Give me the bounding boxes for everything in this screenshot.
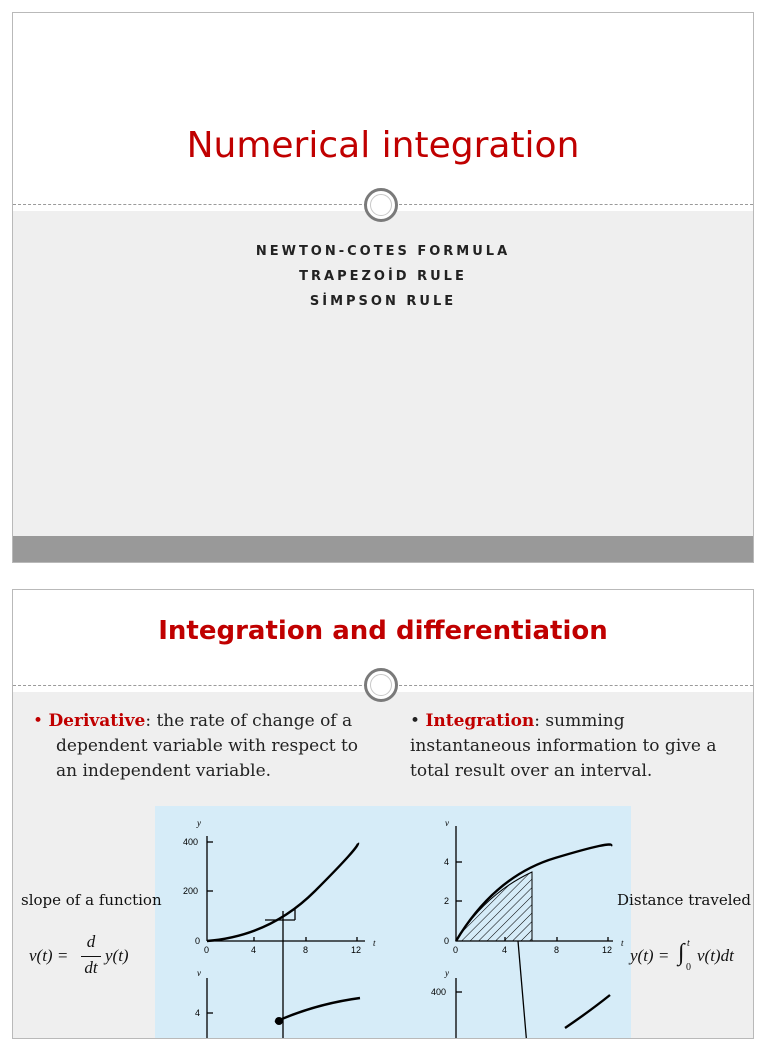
xtick-12: 12 xyxy=(602,945,613,955)
eq-lhs: v(t) = xyxy=(29,946,69,965)
slope-label: slope of a function xyxy=(21,891,162,909)
content-slide xyxy=(12,589,754,1039)
subtitle-simpson: SİMPSON RULE xyxy=(309,294,457,309)
derivative-equation xyxy=(29,932,159,982)
tick-200: 200 xyxy=(183,886,199,896)
axis-label-t: t xyxy=(621,938,624,948)
eq-numerator: d xyxy=(86,932,96,951)
content-band xyxy=(13,211,753,541)
integration-text: : summing xyxy=(534,711,625,731)
axis-label-y: y xyxy=(445,968,449,978)
axis-label-y: y xyxy=(197,818,201,828)
derivative-text: : the rate of change of a xyxy=(145,711,353,731)
axis-label-v: v xyxy=(445,818,449,828)
tick-4: 4 xyxy=(195,1008,201,1018)
eq-rhs: v(t)dt xyxy=(697,946,734,965)
slide-title: Integration and differentiation xyxy=(158,616,608,646)
xtick-0: 0 xyxy=(453,945,459,955)
derivative-keyword: Derivative xyxy=(48,711,146,731)
tick-400: 400 xyxy=(431,987,447,997)
xtick-0: 0 xyxy=(204,945,210,955)
integration-bullet xyxy=(410,709,750,784)
axis-label-v: v xyxy=(197,968,201,978)
bullet-dot-icon: • xyxy=(410,711,421,731)
divider-circle-icon xyxy=(364,668,398,702)
xtick-4: 4 xyxy=(502,945,508,955)
subtitle-newton-cotes: NEWTON-COTES FORMULA xyxy=(255,244,511,259)
xtick-8: 8 xyxy=(303,945,309,955)
integration-text-line3: total result over an interval. xyxy=(410,761,653,781)
derivative-bullet xyxy=(33,709,373,784)
eq-lhs: y(t) = xyxy=(630,946,670,965)
divider-circle-icon xyxy=(364,188,398,222)
subtitle-trapezoid: TRAPEZOİD RULE xyxy=(299,269,467,284)
axis-label-t: t xyxy=(373,938,376,948)
eq-lower-limit: 0 xyxy=(686,962,691,973)
bullet-dot-icon: • xyxy=(33,711,44,731)
slide-title: Numerical integration xyxy=(186,125,580,166)
distance-label: Distance traveled xyxy=(617,891,751,909)
panel-velocity-curve xyxy=(195,968,360,1039)
integration-keyword: Integration xyxy=(425,711,535,731)
integration-text-line2: instantaneous information to give a xyxy=(410,736,717,756)
tick-0: 0 xyxy=(195,936,201,946)
integral-sign-icon: ∫ xyxy=(678,940,685,966)
tick-2: 2 xyxy=(444,896,450,906)
integration-differentiation-figure xyxy=(155,806,631,1039)
derivative-text-line3: an independent variable. xyxy=(56,761,272,781)
xtick-8: 8 xyxy=(554,945,560,955)
footer-bar xyxy=(13,536,753,562)
eq-rhs: y(t) xyxy=(105,946,129,965)
panel-position-result xyxy=(431,968,610,1039)
fraction-bar xyxy=(81,956,101,957)
integral-equation xyxy=(630,940,754,980)
derivative-text-line2: dependent variable with respect to xyxy=(56,736,359,756)
tick-400: 400 xyxy=(183,837,199,847)
eq-denominator: dt xyxy=(84,958,98,977)
xtick-12: 12 xyxy=(351,945,362,955)
tick-0: 0 xyxy=(444,936,450,946)
panel-position-curve xyxy=(183,818,376,1039)
xtick-4: 4 xyxy=(251,945,257,955)
tick-4: 4 xyxy=(444,857,450,867)
eq-upper-limit: t xyxy=(687,938,690,949)
title-slide xyxy=(12,12,754,563)
